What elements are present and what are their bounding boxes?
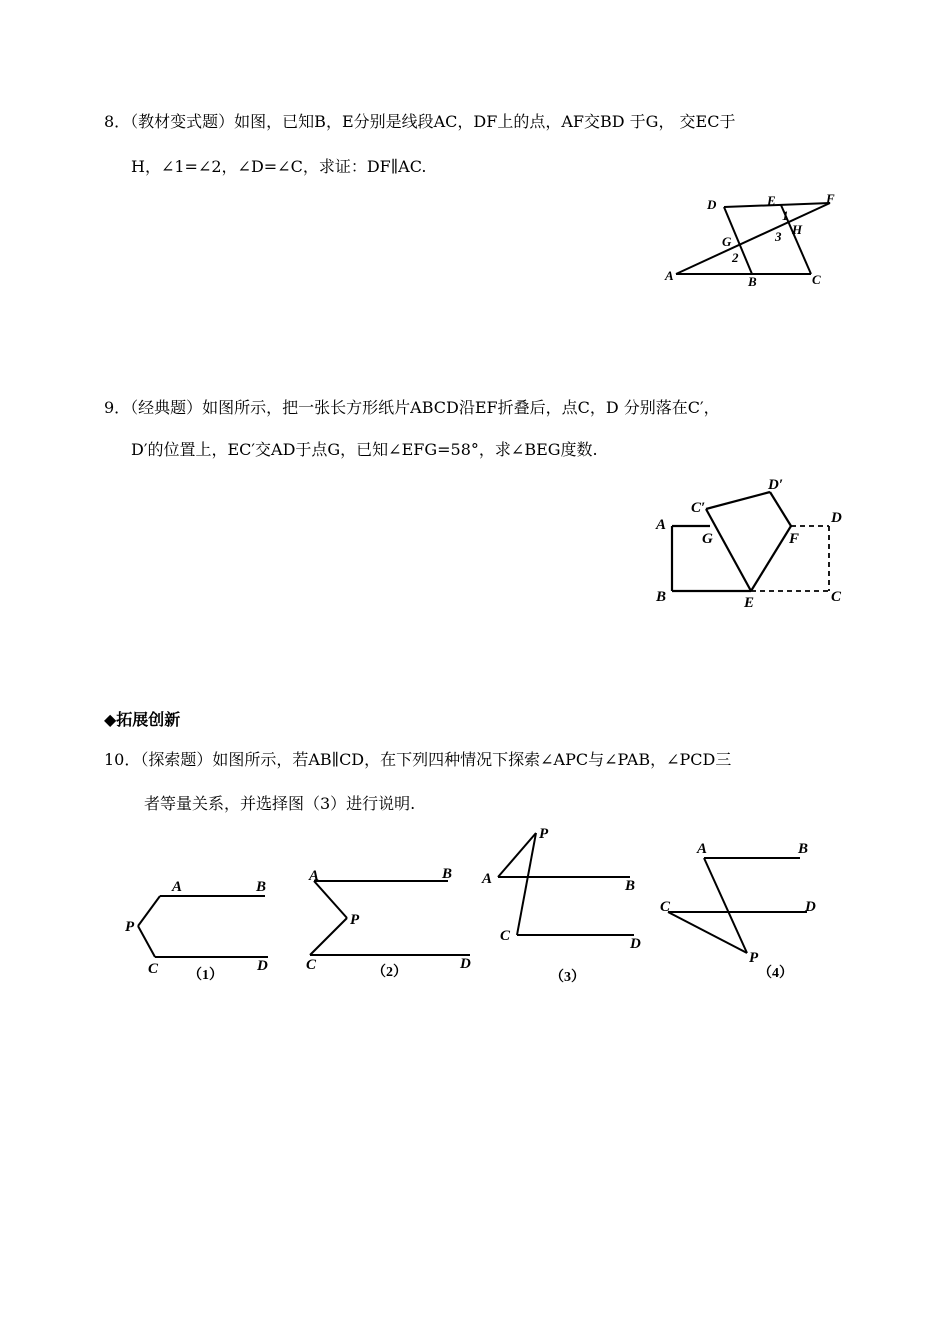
q8-label-G: G (722, 234, 732, 249)
fig2-line-ap (314, 881, 347, 918)
q8-text-line1: 8．（教材变式题）如图，已知B，E分别是线段AC，DF上的点，AF交BD 于G， 交EC于 (104, 112, 736, 131)
fig2-label-C: C (306, 957, 317, 973)
q9-line-d1f (770, 492, 791, 526)
q10-text-line2: 者等量关系，并选择图（3）进行说明. (144, 794, 416, 813)
q8-label-E: E (767, 193, 776, 208)
q8-label-C: C (812, 272, 821, 287)
q8-label-H: H (792, 222, 803, 237)
fig3-label-D: D (630, 936, 641, 952)
fig4-label-B: B (798, 841, 809, 857)
fig4-label-P: P (749, 950, 759, 966)
q9-line-ec1 (706, 509, 751, 591)
section-heading: ◆拓展创新 (104, 710, 181, 729)
q8-label-D: D (707, 197, 717, 212)
fig4-line-ap (704, 858, 747, 953)
fig2-label-A: A (309, 868, 320, 884)
q9-label-C: C (831, 589, 842, 605)
fig3-line-pa (498, 833, 536, 877)
q9-label-D1: D′ (768, 477, 784, 493)
fig3-label-A: A (482, 871, 493, 887)
q9-text-line2: D′的位置上，EC′交AD于点G，已知∠EFG=58°，求∠BEG度数. (131, 440, 598, 459)
q9-label-F: F (789, 531, 800, 547)
fig3-label-B: B (625, 878, 636, 894)
q9-label-E: E (744, 595, 755, 611)
fig2-label-D: D (460, 956, 471, 972)
q8-label-A: A (665, 268, 674, 283)
q9-label-B: B (656, 589, 667, 605)
q10-text-line1: 10．（探索题）如图所示，若AB∥CD，在下列四种情况下探索∠APC与∠PAB，∠PCD三 (104, 750, 732, 769)
fig1-label-D: D (257, 958, 268, 974)
fig2-caption: （2） (372, 965, 407, 980)
q9-label-C1: C′ (691, 500, 706, 516)
q9-figure (648, 470, 858, 615)
fig4-line-cp (668, 912, 747, 953)
fig2-label-P: P (350, 912, 360, 928)
fig3-label-P: P (539, 826, 549, 842)
fig2-label-B: B (442, 866, 453, 882)
fig1-label-C: C (148, 961, 159, 977)
fig4-label-D: D (805, 899, 816, 915)
q9-line-ef (751, 526, 791, 591)
q9-label-D: D (831, 510, 842, 526)
q9-line-c1d1 (706, 492, 770, 509)
q9-label-G: G (702, 531, 713, 547)
fig1-label-A: A (172, 879, 183, 895)
fig1-label-B: B (256, 879, 267, 895)
q8-label-n3: 3 (775, 229, 782, 244)
q8-label-n1: 1 (782, 208, 789, 223)
fig3-label-C: C (500, 928, 511, 944)
fig3-line-pc (517, 833, 536, 935)
q9-label-A: A (656, 517, 667, 533)
fig4-label-C: C (660, 899, 671, 915)
fig3-caption: （3） (550, 970, 585, 985)
fig4-label-A: A (697, 841, 708, 857)
q8-label-n2: 2 (732, 250, 739, 265)
fig1-label-P: P (125, 919, 135, 935)
q8-figure (660, 188, 850, 293)
fig2-line-pc (310, 918, 347, 955)
q8-label-F: F (826, 191, 835, 206)
q8-label-B: B (748, 274, 757, 289)
fig1-caption: （1） (188, 968, 223, 983)
q8-line-df (724, 203, 830, 207)
q8-text-line2: H，∠1=∠2，∠D=∠C，求证：DF∥AC. (131, 157, 427, 176)
fig1-line-ap (138, 896, 160, 926)
fig1-line-pc (138, 926, 155, 957)
q10-figures (110, 820, 850, 995)
fig4-caption: （4） (758, 966, 793, 981)
q9-text-line1: 9．（经典题）如图所示，把一张长方形纸片ABCD沿EF折叠后，点C，D 分别落在C′， (104, 398, 720, 417)
